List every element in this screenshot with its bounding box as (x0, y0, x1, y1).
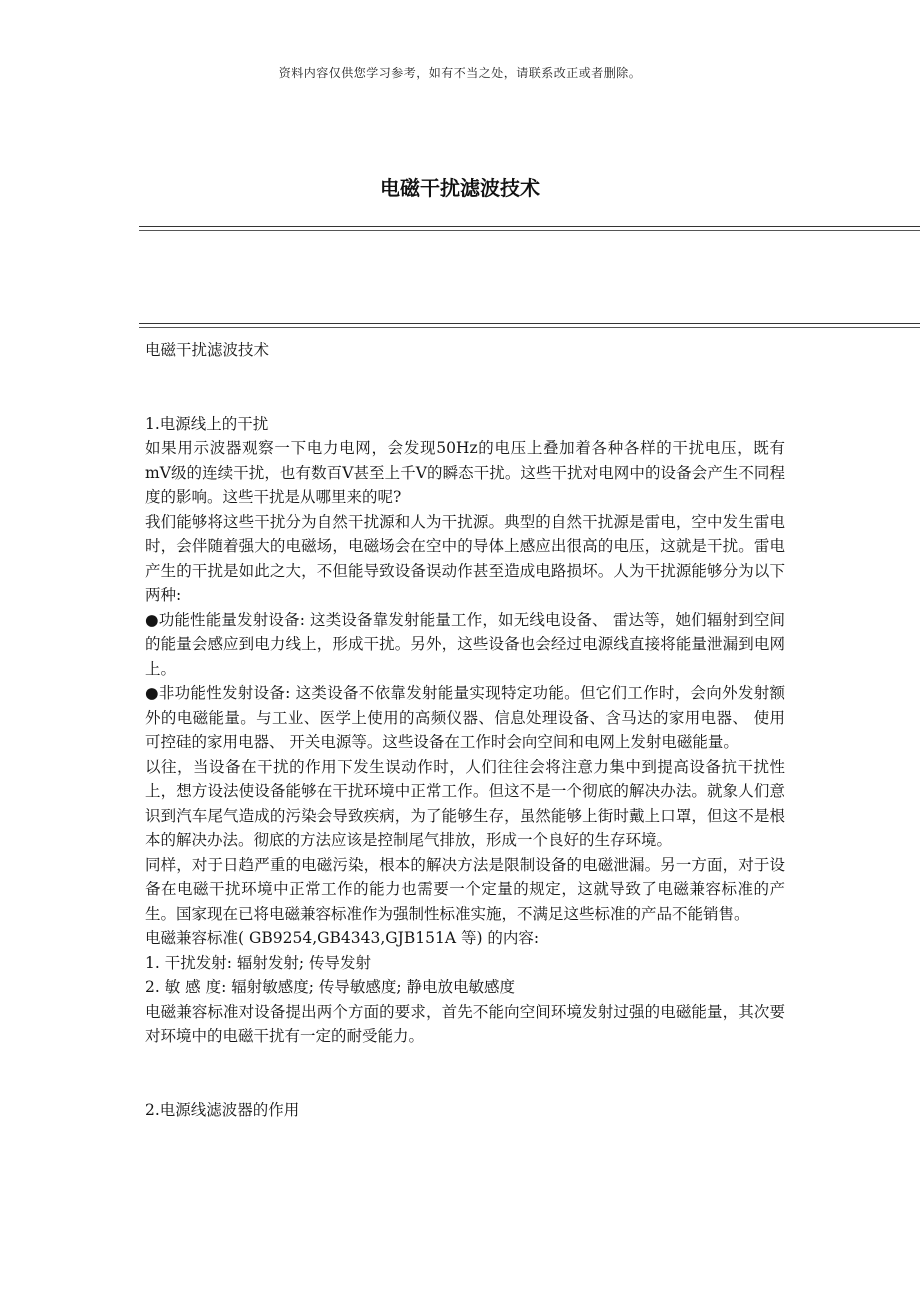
title-divider-bottom (139, 323, 920, 324)
header-note: 资料内容仅供您学习参考，如有不当之处，请联系改正或者删除。 (278, 66, 642, 80)
document-body (145, 338, 785, 1122)
section-1-heading: 1.电源线上的干扰 (145, 414, 269, 433)
paragraph: 电磁兼容标准对设备提出两个方面的要求，首先不能向空间环境发射过强的电磁能量，其次要对环境中的电磁干扰有一定的耐受能力。 (145, 1002, 785, 1045)
paragraph: 如果用示波器观察一下电力电网，会发现50Hz的电压上叠加着各种各样的干扰电压，既有mV级的连续干扰，也有数百V甚至上千V的瞬态干扰。这些干扰对电网中的设备会产生不同程度的影响。这些干扰是从哪里来的呢? (145, 439, 785, 506)
list-item: 1. 干扰发射: 辐射发射; 传导发射 (145, 953, 372, 972)
paragraph: 同样，对于日趋严重的电磁污染，根本的解决方法是限制设备的电磁泄漏。另一方面，对于设备在电磁干扰环境中正常工作的能力也需要一个定量的规定，这就导致了电磁兼容标准的产生。国家现在已将电磁兼容标准作为强制性标准实施，不满足这些标准的产品不能销售。 (145, 855, 785, 923)
title-divider-bottom-inner (139, 327, 920, 328)
title-divider-top (139, 226, 920, 227)
paragraph: 我们能够将这些干扰分为自然干扰源和人为干扰源。典型的自然干扰源是雷电，空中发生雷电时，会伴随着强大的电磁场，电磁场会在空中的导体上感应出很高的电压，这就是干扰。雷电产生的干扰是如此之大，不但能导致设备误动作甚至造成电路损坏。人为干扰源能够分为以下两种: (145, 512, 785, 604)
title-divider-top-inner (139, 230, 920, 231)
bullet-item: ●非功能性发射设备: 这类设备不依靠发射能量实现特定功能。但它们工作时，会向外发射额外的电磁能量。与工业、医学上使用的高频仪器、信息处理设备、含马达的家用电器、 使用可控硅的家用电器、 开关电源等。这些设备在工作时会向空间和电网上发射电磁能量。 (145, 684, 785, 751)
spacer (145, 363, 785, 412)
paragraph: 电磁兼容标准( GB9254,GB4343,GJB151A 等) 的内容: (145, 929, 540, 947)
section-intro-title: 电磁干扰滤波技术 (145, 341, 270, 359)
section-2-heading: 2.电源线滤波器的作用 (145, 1100, 300, 1119)
paragraph: 以往，当设备在干扰的作用下发生误动作时，人们往往会将注意力集中到提高设备抗干扰性上，想方设法使设备能够在干扰环境中正常工作。但这不是一个彻底的解决办法。就象人们意识到汽车尾气造成的污染会导致疾病，为了能够生存，虽然能够上街时戴上口罩，但这不是根本的解决办法。彻底的方法应该是控制尾气排放，形成一个良好的生存环境。 (145, 757, 785, 849)
bullet-item: ●功能性能量发射设备: 这类设备靠发射能量工作，如无线电设备、 雷达等，她们辐射到空间的能量会感应到电力线上，形成干扰。另外，这些设备也会经过电源线直接将能量泄漏到电网上。 (145, 610, 785, 678)
spacer (145, 1049, 785, 1098)
document-title: 电磁干扰滤波技术 (380, 176, 540, 200)
list-item: 2. 敏 感 度: 辐射敏感度; 传导敏感度; 静电放电敏感度 (145, 978, 516, 996)
